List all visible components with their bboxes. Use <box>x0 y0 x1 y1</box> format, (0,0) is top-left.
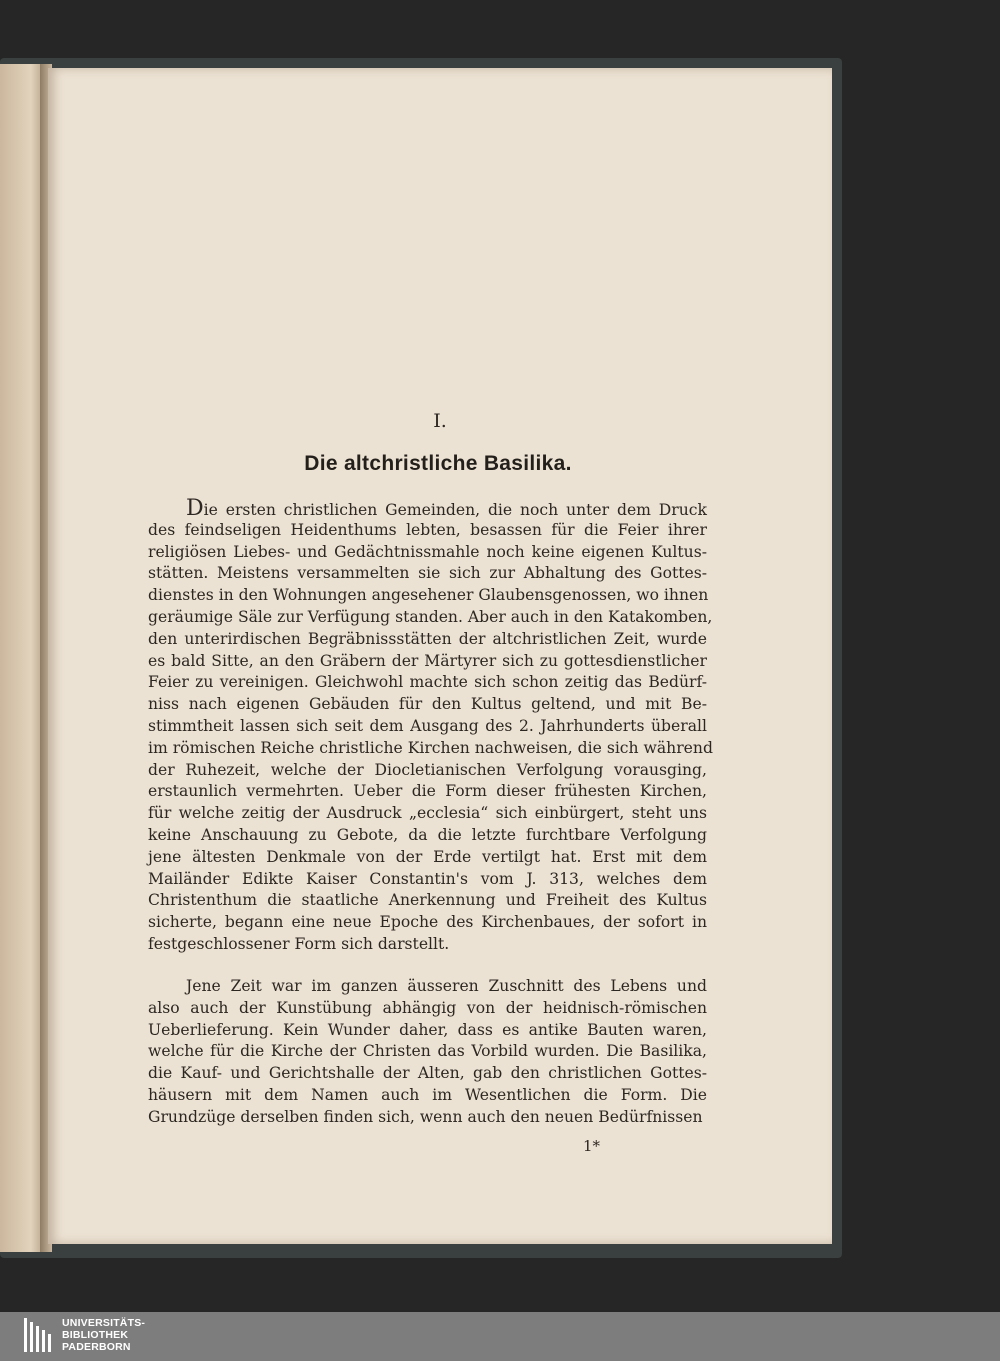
text-line: stimmtheit lassen sich seit dem Ausgang des 2. Jahrhunderts überall <box>148 716 707 735</box>
chapter-number: I. <box>433 410 447 432</box>
text-line: dienstes in den Wohnungen angesehener Glaubensgenossen, wo ihnen <box>148 586 709 605</box>
text-line: Feier zu vereinigen. Gleichwohl machte sich schon zeitig das Bedürf- <box>148 673 707 692</box>
text-line: keine Anschauung zu Gebote, da die letzte furchtbare Verfolgung <box>148 825 707 844</box>
text-line: festgeschlossener Form sich darstellt. <box>148 934 450 953</box>
text-line: im römischen Reiche christliche Kirchen nachweisen, die sich während <box>148 738 713 757</box>
paragraph-2 <box>148 976 707 1129</box>
book-page <box>48 68 832 1244</box>
logo-text-line-1: UNIVERSITÄTS- <box>62 1317 146 1329</box>
text-line: niss nach eigenen Gebäuden für den Kultus geltend, und mit Be- <box>148 695 707 714</box>
text-line: Christenthum die staatliche Anerkennung und Freiheit des Kultus <box>148 891 707 910</box>
library-logo-icon <box>22 1316 56 1356</box>
text-line: den unterirdischen Begräbnissstätten der altchristlichen Zeit, wurde <box>148 629 707 648</box>
text-line: für welche zeitig der Ausdruck „ecclesia“ sich einbürgert, steht uns <box>148 804 707 823</box>
text-line: Ueberlieferung. Kein Wunder daher, dass es antike Bauten waren, <box>148 1020 707 1039</box>
text-line: Jene Zeit war im ganzen äusseren Zuschnitt des Lebens und <box>186 977 707 995</box>
text-line <box>148 498 707 520</box>
logo-text-line-3: PADERBORN <box>62 1341 131 1353</box>
text-line: Grundzüge derselben finden sich, wenn auch den neuen Bedürfnissen <box>148 1107 703 1126</box>
text-line: geräumige Säle zur Verfügung standen. Aber auch in den Katakomben, <box>148 607 713 626</box>
text-line: welche für die Kirche der Christen das Vorbild wurden. Die Basilika, <box>148 1042 707 1061</box>
text-line: jene ältesten Denkmale von der Erde vertilgt hat. Erst mit dem <box>148 847 707 866</box>
text-line: erstaunlich vermehrten. Ueber die Form dieser frühesten Kirchen, <box>148 782 707 801</box>
text-line: häusern mit dem Namen auch im Wesentlichen die Form. Die <box>148 1085 707 1104</box>
text-line-content: ie ersten christlichen Gemeinden, die noch unter dem Druck <box>203 501 707 519</box>
text-line: es bald Sitte, an den Gräbern der Märtyrer sich zu gottesdienstlicher <box>148 651 707 670</box>
text-line: stätten. Meistens versammelten sie sich zur Abhaltung des Gottes- <box>148 564 707 583</box>
page-number: 1* <box>583 1137 601 1155</box>
text-line: sicherte, begann eine neue Epoche des Kirchenbaues, der sofort in <box>148 913 707 932</box>
drop-cap: D <box>186 496 204 521</box>
text-line: Mailänder Edikte Kaiser Constantin's vom J. 313, welches dem <box>148 869 707 888</box>
chapter-title: Die altchristliche Basilika. <box>304 452 572 475</box>
library-footer <box>0 1312 1000 1361</box>
paragraph-1 <box>148 496 713 956</box>
text-line: des feindseligen Heidenthums lebten, besassen für die Feier ihrer <box>148 520 707 539</box>
logo-text-line-2: BIBLIOTHEK <box>62 1329 129 1341</box>
text-line: also auch der Kunstübung abhängig von der heidnisch-römischen <box>148 998 707 1017</box>
text-line: der Ruhezeit, welche der Diocletianischen Verfolgung vorausging, <box>148 760 707 779</box>
left-page-edge <box>0 64 44 1252</box>
text-line: religiösen Liebes- und Gedächtnissmahle noch keine eigenen Kultus- <box>148 542 707 561</box>
text-line: die Kauf- und Gerichtshalle der Alten, gab den christlichen Gottes- <box>148 1064 707 1083</box>
